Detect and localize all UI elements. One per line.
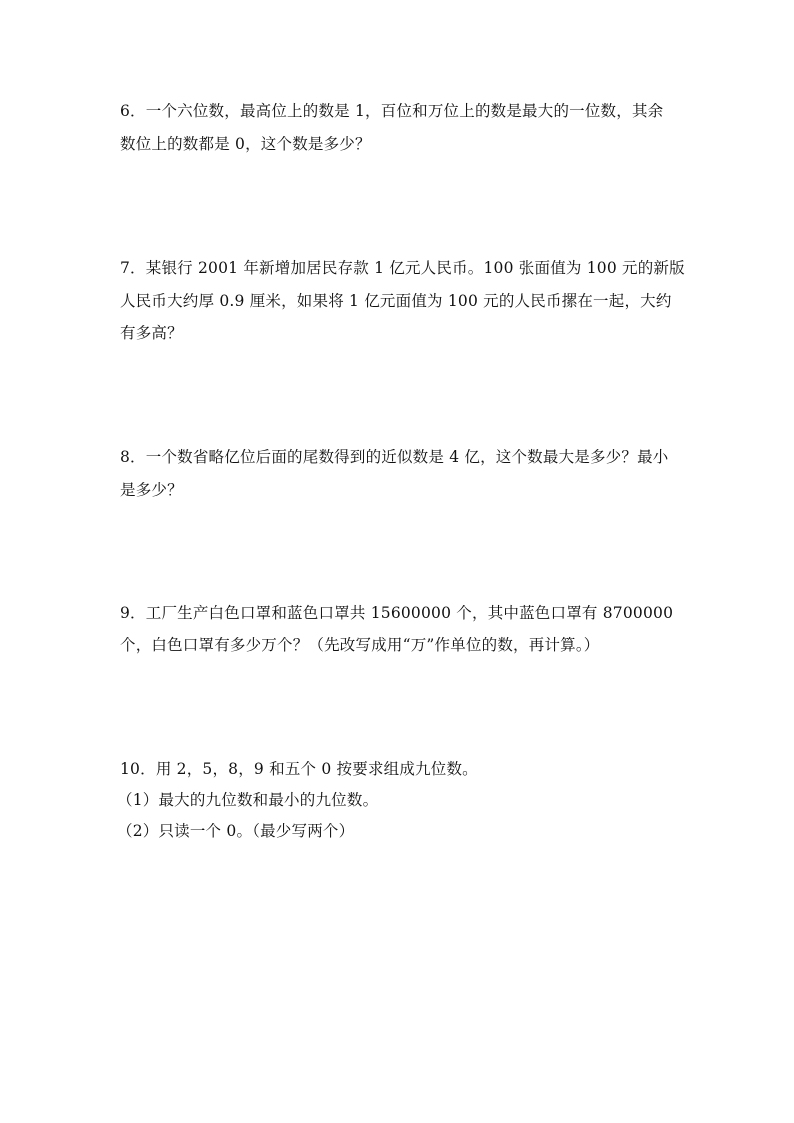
question-8-line-1: 8．一个数省略亿位后面的尾数得到的近似数是 4 亿，这个数最大是多少？最小: [120, 448, 669, 466]
question-6-line-2: 数位上的数都是 0，这个数是多少？: [120, 135, 371, 153]
question-10-line-1: 10．用 2，5，8，9 和五个 0 按要求组成九位数。: [120, 760, 478, 778]
question-8-line-2: 是多少？: [120, 481, 183, 499]
question-7-line-2: 人民币大约厚 0.9 厘米，如果将 1 亿元面值为 100 元的人民币摞在一起，大约: [120, 292, 672, 310]
question-6-line-1: 6．一个六位数，最高位上的数是 1，百位和万位上的数是最大的一位数，其余: [120, 102, 664, 120]
question-9-line-1: 9．工厂生产白色口罩和蓝色口罩共 15600000 个，其中蓝色口罩有 8700000: [120, 604, 674, 622]
question-10-subquestion-2: （2）只读一个 0。（最少写两个）: [117, 822, 355, 840]
question-10-subquestion-1: （1）最大的九位数和最小的九位数。: [117, 791, 379, 809]
question-9-line-2: 个，白色口罩有多少万个？（先改写成用“万”作单位的数，再计算。）: [120, 636, 600, 654]
question-7-line-3: 有多高？: [120, 324, 183, 342]
question-7-line-1: 7．某银行 2001 年新增加居民存款 1 亿元人民币。100 张面值为 100 元的新版: [120, 259, 685, 277]
